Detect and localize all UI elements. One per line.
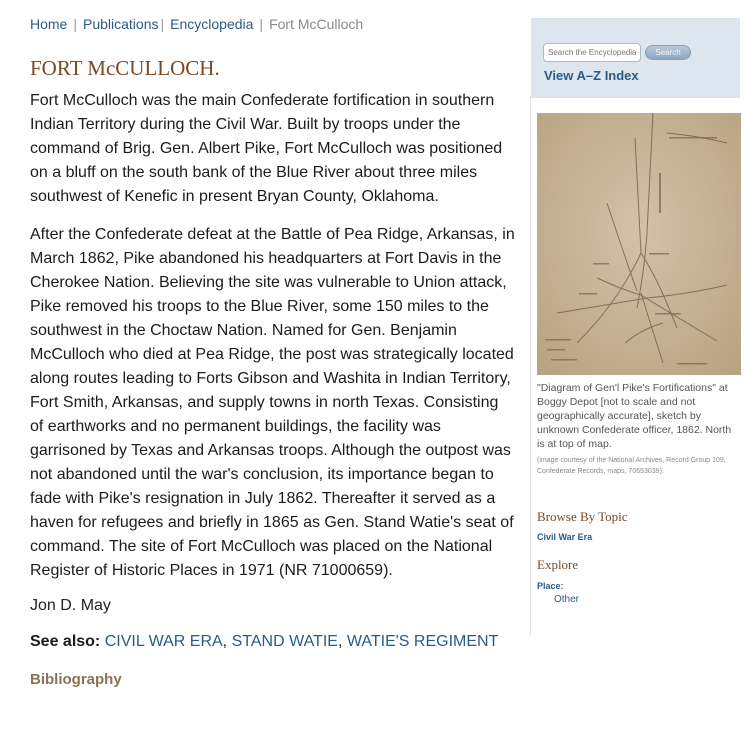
see-also-label: See also: [30, 633, 101, 650]
explore-heading: Explore [537, 557, 579, 572]
map-sketch [537, 113, 741, 375]
breadcrumb [30, 16, 363, 32]
article-paragraph: After the Confederate defeat at the Battle of Pea Ridge, Arkansas, in March 1862, Pike abandoned his headquarters at Fort Davis in the Cherokee Nation. Believing the site was vulnerable to Union attack, Pike removed his troops to the Blue River, some 150 miles to the southwest in the Choctaw Nation. Named for Gen. Benjamin McCulloch who died at Pea Ridge, the post was strategically located along routes leading to Forts Gibson and Washita in Indian Territory, Fort Smith, Arkansas, and supply towns in north Texas. Consisting of earthworks and no permanent buildings, the facility was garrisoned by Texas and Arkansas troops. Although the outpost was not abandoned until the war's conclusion, its importance began to fade with Pike's resignation in July 1862. Thereafter it served as a haven for refugees and briefly in 1865 as Gen. Stand Watie's seat of command. The site of Fort McCulloch was placed on the National Register of Historic Places in 1971 (NR 71000659). [30, 226, 515, 579]
breadcrumb-encyclopedia-link[interactable]: Encyclopedia [170, 16, 254, 32]
breadcrumb-publications-link[interactable]: Publications [83, 16, 159, 32]
breadcrumb-separator: | [73, 16, 77, 32]
article [30, 56, 516, 688]
article-author: Jon D. May [30, 597, 111, 614]
place-label: Place: [537, 581, 564, 591]
historical-map-image[interactable] [537, 113, 741, 375]
see-also-link-civil-war-era[interactable]: CIVIL WAR ERA [104, 633, 223, 650]
bibliography-heading: Bibliography [30, 671, 122, 688]
page-title: FORT McCULLOCH. [30, 56, 220, 80]
see-also-link-stand-watie[interactable]: STAND WATIE [231, 633, 338, 650]
search-input[interactable] [543, 43, 641, 62]
see-also-separator: , [337, 633, 343, 650]
topic-link-civil-war-era[interactable]: Civil War Era [537, 532, 593, 542]
az-index-link[interactable]: View A–Z Index [544, 68, 639, 83]
breadcrumb-separator: | [259, 16, 264, 32]
see-also-link-waties-regiment[interactable]: WATIE'S REGIMENT [346, 633, 499, 650]
breadcrumb-separator: | [160, 16, 165, 32]
see-also-separator: , [222, 633, 228, 650]
see-also [30, 633, 516, 651]
search-button[interactable]: Search [645, 45, 691, 60]
sidebar-divider [530, 96, 531, 636]
place-link-other[interactable]: Other [554, 594, 580, 605]
breadcrumb-home-link[interactable]: Home [30, 16, 68, 32]
browse-by-topic-heading: Browse By Topic [537, 509, 628, 524]
map-paper [537, 113, 741, 375]
article-paragraph: Fort McCulloch was the main Confederate fortification in southern Indian Territory during the Civil War. Built by troops under the command of Brig. Gen. Albert Pike, Fort McCulloch was positioned on a bluff on the south bank of the Blue River about three miles southwest of Kenefic in present Bryan County, Oklahoma. [30, 92, 503, 205]
image-credit: (image courtesy of the National Archives, Record Group 109, Confederate Records, maps, 70653039). [537, 457, 726, 475]
image-caption: "Diagram of Gen'l Pike's Fortifications" at Boggy Depot [not to scale and not geographically accurate], sketch by unknown Confederate officer, 1862. North is at top of map. [537, 382, 732, 450]
breadcrumb-current: Fort McCulloch [269, 16, 364, 32]
search-panel [531, 18, 740, 98]
